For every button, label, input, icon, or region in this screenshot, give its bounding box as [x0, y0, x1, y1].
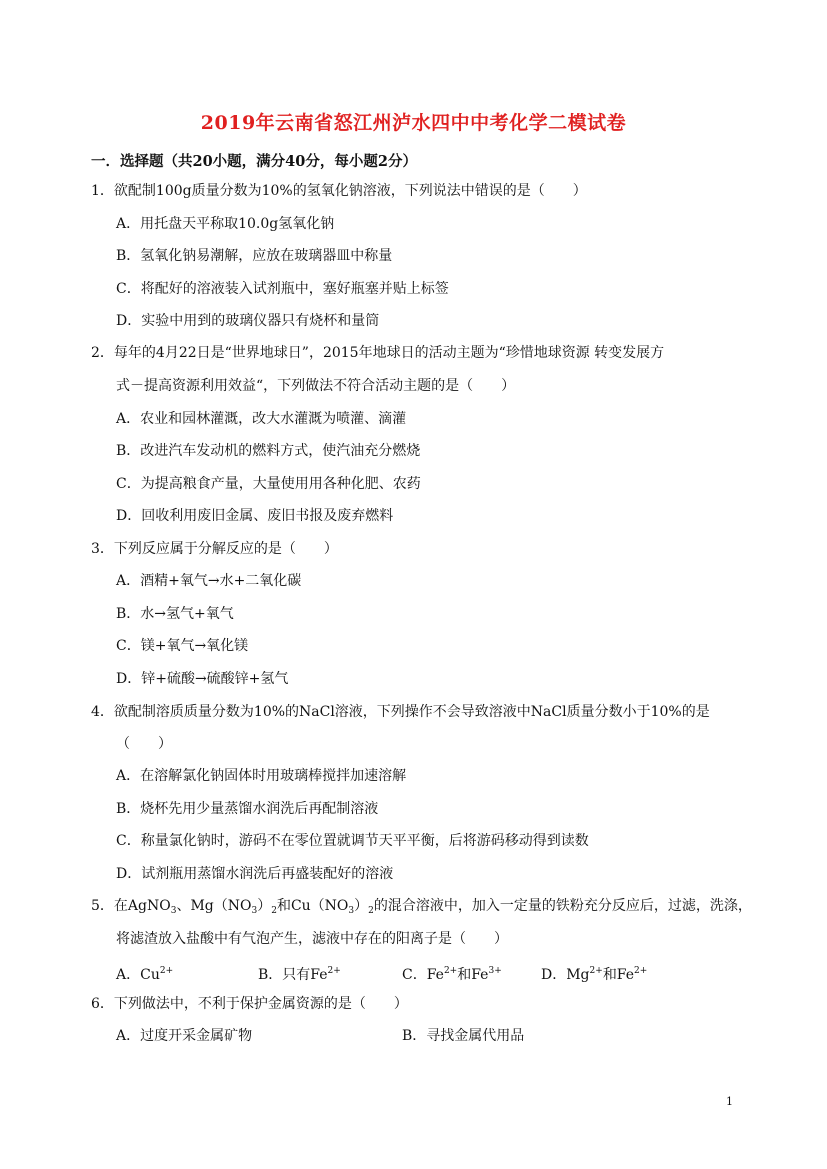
question-1-stem: 1．欲配制100g质量分数为10%的氢氧化钠溶液，下列说法中错误的是（ ） [91, 183, 587, 199]
question-5-option-a: A．$Cu^{2+}$ [116, 966, 174, 983]
question-2-stem-line1: 2．每年的4月22日是“世界地球日”，2015年地球日的活动主题为“珍惜地球资源 转变发展方 [91, 345, 665, 361]
question-2-option-c: C．为提高粮食产量，大量使用用各种化肥、农药 [116, 476, 421, 492]
question-4-stem-line2: （ ） [116, 736, 172, 752]
question-5-stem-line2: 将滤渣放入盐酸中有气泡产生，滤液中存在的阳离子是（ ） [116, 931, 508, 947]
question-2-option-d: D．回收利用废旧金属、废旧书报及废弃燃料 [116, 508, 394, 524]
question-4-option-a: A．在溶解氯化钠固体时用玻璃棒搅拌加速溶解 [116, 768, 407, 784]
question-3-stem: 3．下列反应属于分解反应的是（ ） [91, 541, 338, 557]
question-4-option-c: C．称量氯化钠时，游码不在零位置就调节天平平衡，后将游码移动得到读数 [116, 833, 589, 849]
question-3-option-d: D．锌+硫酸→硫酸锌+氢气 [116, 671, 289, 687]
question-3-option-b: B．水→氢气+氧气 [116, 606, 234, 622]
question-1-option-a: A．用托盘天平称取10.0g氢氧化钠 [116, 216, 335, 232]
question-4-stem-line1: 4．欲配制溶质质量分数为10%的NaCl溶液，下列操作不会导致溶液中NaCl质量分数小于10%的是 [91, 704, 710, 720]
question-4-option-b: B．烧杯先用少量蒸馏水润洗后再配制溶液 [116, 801, 379, 817]
question-6-option-a: A．过度开采金属矿物 [116, 1028, 253, 1044]
question-1-option-b: B．氢氧化钠易潮解，应放在玻璃器皿中称量 [116, 248, 393, 264]
page-number: 1 [726, 1095, 733, 1108]
question-5-option-d: D．$Mg^{2+}$和$Fe^{2+}$ [541, 966, 648, 983]
question-6-stem: 6．下列做法中，不利于保护金属资源的是（ ） [91, 996, 408, 1012]
question-1-option-c: C．将配好的溶液装入试剂瓶中，塞好瓶塞并贴上标签 [116, 281, 449, 297]
section-heading: 一．选择题（共20小题，满分40分，每小题2分） [91, 153, 417, 170]
question-2-option-a: A．农业和园林灌溉，改大水灌溉为喷灌、滴灌 [116, 411, 407, 427]
question-4-option-d: D．试剂瓶用蒸馏水润洗后再盛装配好的溶液 [116, 866, 394, 882]
question-5-option-b: B．只有$Fe^{2+}$ [258, 966, 341, 983]
question-5-option-c: C．$Fe^{2+}$和$Fe^{3+}$ [402, 966, 502, 983]
question-5-stem-line1: 5．在AgNO$_3$、$Mg(NO_3)_2$和$Cu(NO_3)_2$的混合溶液中，加入一定量的铁粉充分反应后，过滤，洗涤， [91, 898, 752, 916]
question-6-option-b: B．寻找金属代用品 [402, 1028, 525, 1044]
question-3-option-c: C．镁+氧气→氧化镁 [116, 638, 249, 654]
question-2-option-b: B．改进汽车发动机的燃料方式，使汽油充分燃烧 [116, 443, 421, 459]
question-2-stem-line2: 式－提高资源利用效益“，下列做法不符合活动主题的是（ ） [116, 378, 516, 394]
question-1-option-d: D．实验中用到的玻璃仪器只有烧杯和量筒 [116, 313, 380, 329]
question-3-option-a: A．酒精+氧气→水+二氧化碳 [116, 573, 302, 589]
exam-title: 2019年云南省怒江州泸水四中中考化学二模试卷 [200, 112, 627, 134]
